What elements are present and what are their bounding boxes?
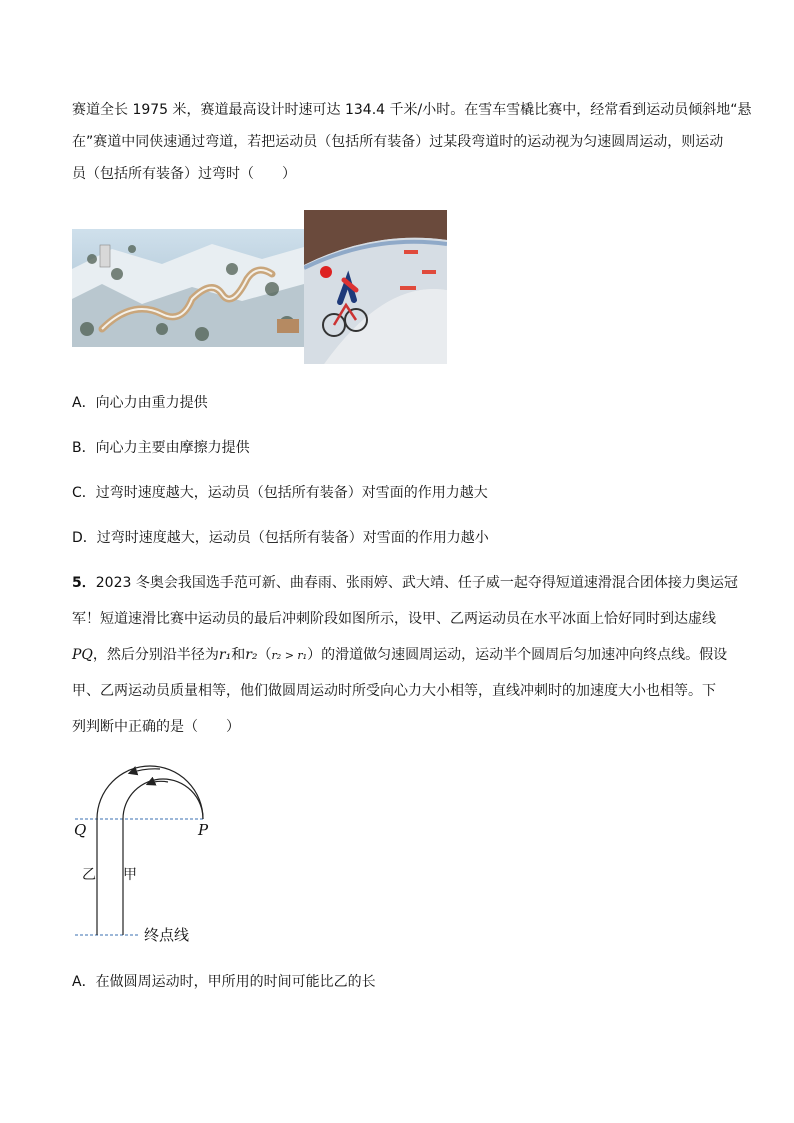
track-diagram: [60, 755, 260, 955]
q5-r1-symbol: r₁: [218, 647, 232, 663]
outer-track-path: [97, 766, 203, 935]
q5-condition: r₂ > r₁: [271, 649, 308, 662]
q5-text-line-3a: ，然后分别沿半径为: [92, 647, 219, 663]
q5-text-line-3: [72, 645, 727, 666]
q5-text-line-4: 甲、乙两运动员质量相等，他们做圆周运动时所受向心力大小相等，直线冲刺时的加速度大小也相等。下: [72, 683, 716, 699]
bobsled-track-photo: [72, 229, 304, 347]
q4-option-d[interactable]: D．过弯时速度越大，运动员（包括所有装备）对雪面的作用力越小: [72, 530, 489, 546]
q5-number: 5．: [72, 575, 96, 591]
outer-arc-arrow: [130, 769, 160, 773]
q5-cond-open: （: [257, 647, 272, 663]
q4-option-a[interactable]: A．向心力由重力提供: [72, 395, 208, 411]
q5-text-line-1: [72, 573, 738, 593]
q5-text-line-1-rest: 2023 冬奥会我国选手范可新、曲春雨、张雨婷、武大靖、任子威一起夺得短道速滑混合团体接力奥运冠: [95, 575, 738, 591]
label-q: Q: [74, 821, 87, 839]
q5-r2-symbol: r₂: [245, 647, 258, 663]
label-yi: 乙: [82, 867, 96, 883]
q5-option-a[interactable]: A．在做圆周运动时，甲所用的时间可能比乙的长: [72, 974, 376, 990]
label-p: P: [198, 821, 209, 839]
velodrome-cyclist-photo: [304, 210, 447, 364]
inner-arc-arrow: [148, 781, 168, 784]
q5-text-line-3b: 的滑道做匀速圆周运动，运动半个圆周后匀加速冲向终点线。假设: [321, 647, 728, 663]
q4-text-line-3: 员（包括所有装备）过弯时（ ）: [72, 166, 296, 182]
q5-and: 和: [231, 647, 246, 663]
q4-text-line-2: 在”赛道中同侠速通过弯道，若把运动员（包括所有装备）过某段弯道时的运动视为匀速圆周运动，则运动: [72, 134, 724, 150]
label-jia: 甲: [123, 867, 137, 883]
q4-text-line-1: 赛道全长 1975 米，赛道最高设计时速可达 134.4 千米/小时。在雪车雪橇比赛中，经常看到运动员倾斜地“悬: [72, 102, 752, 118]
label-finish-line: 终点线: [144, 926, 190, 944]
inner-track-path: [123, 779, 203, 935]
q5-text-line-5: 列判断中正确的是（ ）: [72, 719, 240, 735]
q5-text-line-2: 军！短道速滑比赛中运动员的最后冲刺阶段如图所示，设甲、乙两运动员在水平冰面上恰好同时到达虚线: [72, 611, 716, 627]
q4-option-c[interactable]: C．过弯时速度越大，运动员（包括所有装备）对雪面的作用力越大: [72, 485, 488, 501]
q5-cond-close: ）: [307, 647, 322, 663]
q4-option-b[interactable]: B．向心力主要由摩擦力提供: [72, 440, 250, 456]
q5-pq-symbol: PQ: [72, 647, 93, 663]
